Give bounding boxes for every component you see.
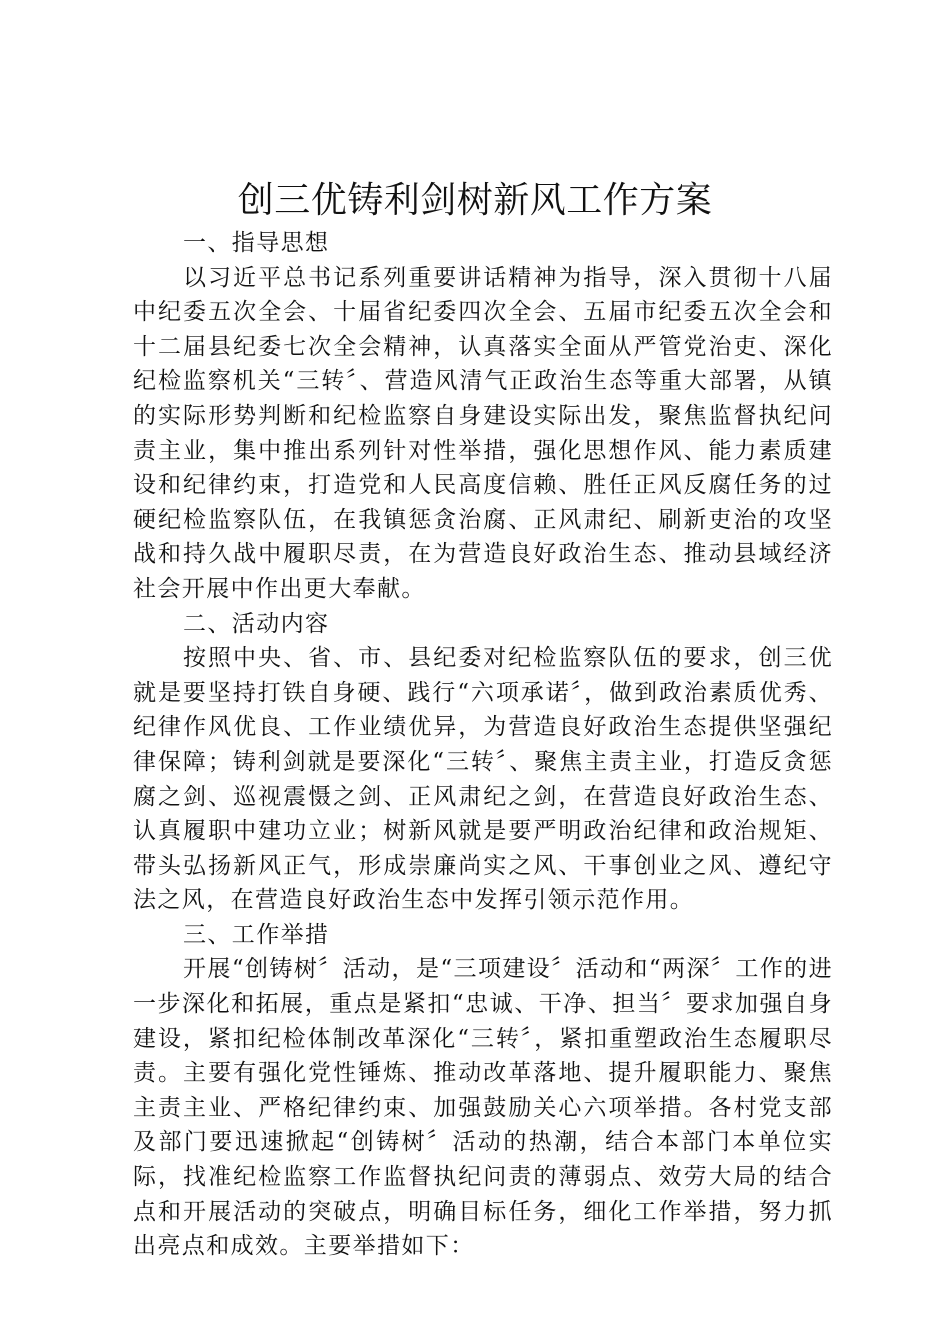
- section-paragraph-activity-content: 按照中央、省、市、县纪委对纪检监察队伍的要求，创三优就是要坚持打铁自身硬、践行“六项承诺〞，做到政治素质优秀、纪律作风优良、工作业绩优异，为营造良好政治生态提供坚强纪律保障；铸利剑就是要深化“三转〞、聚焦主责主业，打造反贪惩腐之剑、巡视震慑之剑、正风肃纪之剑，在营造良好政治生态、认真履职中建功立业；树新风就是要严明政治纪律和政治规矩、带头弘扬新风正气，形成崇廉尚实之风、干事创业之风、遵纪守法之风，在营造良好政治生态中发挥引领示范作用。: [133, 645, 833, 914]
- section-paragraph-guiding-ideology: 以习近平总书记系列重要讲话精神为指导，深入贯彻十八届中纪委五次全会、十届省纪委四次全会、五届市纪委五次全会和十二届县纪委七次全会精神，认真落实全面从严管党治吏、深化纪检监察机关“三转〞、营造风清气正政治生态等重大部署，从镇的实际形势判断和纪检监察自身建设实际出发，聚焦监督执纪问责主业，集中推出系列针对性举措，强化思想作风、能力素质建设和纪律约束，打造党和人民高度信赖、胜任正风反腐任务的过硬纪检监察队伍，在我镇惩贪治腐、正风肃纪、刷新吏治的攻坚战和持久战中履职尽责，在为营造良好政治生态、推动县域经济社会开展中作出更大奉献。: [133, 264, 833, 602]
- document-title: 创三优铸利剑树新风工作方案: [237, 180, 713, 221]
- section-heading-activity-content: 二、活动内容: [183, 610, 330, 637]
- section-paragraph-work-measures: 开展“创铸树〞活动，是“三项建设〞活动和“两深〞工作的进一步深化和拓展，重点是紧扣“忠诚、干净、担当〞要求加强自身建设，紧扣纪检体制改革深化“三转〞，紧扣重塑政治生态履职尽责。主要有强化党性锤炼、推动改革落地、提升履职能力、聚焦主责主业、严格纪律约束、加强鼓励关心六项举措。各村党支部及部门要迅速掀起“创铸树〞活动的热潮，结合本部门本单位实际，找准纪检监察工作监督执纪问责的薄弱点、效劳大局的结合点和开展活动的突破点，明确目标任务，细化工作举措，努力抓出亮点和成效。主要举措如下：: [133, 956, 833, 1260]
- section-heading-work-measures: 三、工作举措: [183, 921, 330, 948]
- section-heading-guiding-ideology: 一、指导思想: [183, 230, 330, 256]
- document-body: [133, 226, 833, 1264]
